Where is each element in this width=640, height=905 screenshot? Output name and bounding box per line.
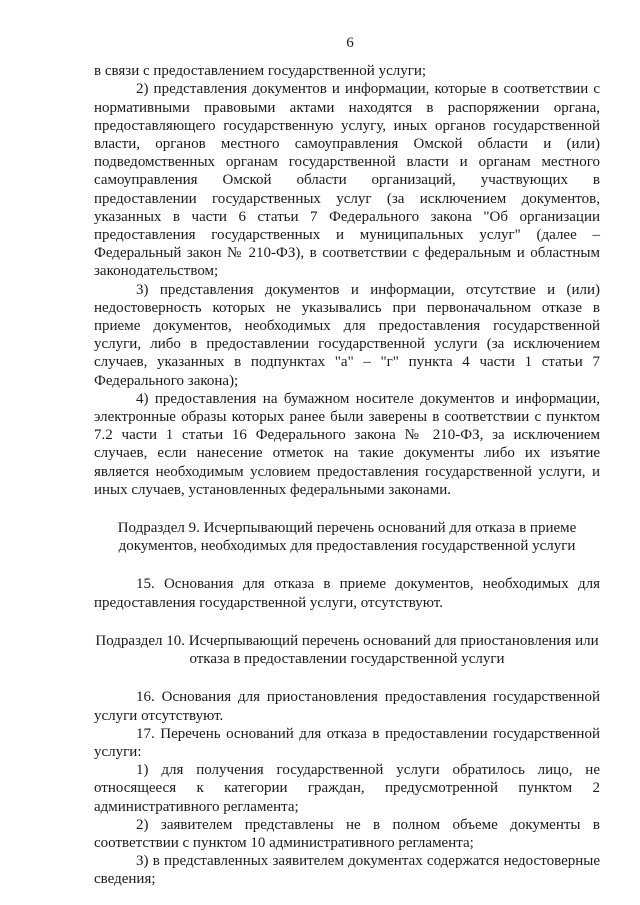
paragraph-17: 17. Перечень оснований для отказа в предоставлении государственной услуги: — [94, 725, 600, 760]
paragraph-17-item-1: 1) для получения государственной услуги обратилось лицо, не относящееся к категории граждан, предусмотренной пунктом 2 административного регламента; — [94, 762, 600, 815]
document-page — [94, 34, 600, 889]
subsection-9-heading: Подраздел 9. Исчерпывающий перечень оснований для отказа в приеме документов, необходимых для предоставления государственной услуги — [117, 520, 577, 555]
paragraph-16: 16. Основания для приостановления предоставления государственной услуги отсутствуют. — [94, 689, 600, 724]
page-number: 6 — [346, 35, 354, 51]
paragraph-17-item-2: 2) заявителем представлены не в полном объеме документы в соответствии с пунктом 10 административного регламента; — [94, 816, 600, 851]
paragraph-item-2: 2) представления документов и информации, которые в соответствии с нормативными правовыми актами находятся в распоряжении органа, предоставляющего государственную услугу, иных органов государственной власти, органов местного самоуправления Омской области и (или) подведомственных органам государственной власти и органам местного самоуправления Омской области организаций, участвующих в предоставлении государственных услуг (за исключением документов, указанных в части 6 статьи 7 Федерального закона "Об организации предоставления государственных и муниципальных услуг" (далее – Федеральный закон № 210-ФЗ), в соответствии с федеральным и областным законодательством; — [94, 81, 600, 280]
subsection-10-heading: Подраздел 10. Исчерпывающий перечень оснований для приостановления или отказа в предоставлении государственной услуги — [95, 632, 599, 668]
paragraph-item-3: 3) представления документов и информации, отсутствие и (или) недостоверность которых не указывались при первоначальном отказе в приеме документов, необходимых для предоставления государственной услуги, либо в предоставлении государственной услуги (за исключением случаев, указанных в подпунктах "а" – "г" пункта 4 части 1 статьи 7 Федерального закона); — [94, 281, 600, 389]
paragraph-17-item-3: 3) в представленных заявителем документах содержатся недостоверные сведения; — [94, 853, 600, 888]
paragraph-item-4: 4) предоставления на бумажном носителе документов и информации, электронные образы которых ранее были заверены в соответствии с пунктом 7.2 части 1 статьи 16 Федерального закона № 210-ФЗ, за исключением случаев, если нанесение отметок на такие документы либо их изъятие является необходимым условием предоставления государственной услуги, и иных случаев, установленных федеральными законами. — [94, 390, 600, 498]
paragraph-15: 15. Основания для отказа в приеме документов, необходимых для предоставления государственной услуги, отсутствуют. — [94, 576, 600, 611]
paragraph-continuation: в связи с предоставлением государственной услуги; — [94, 63, 427, 80]
